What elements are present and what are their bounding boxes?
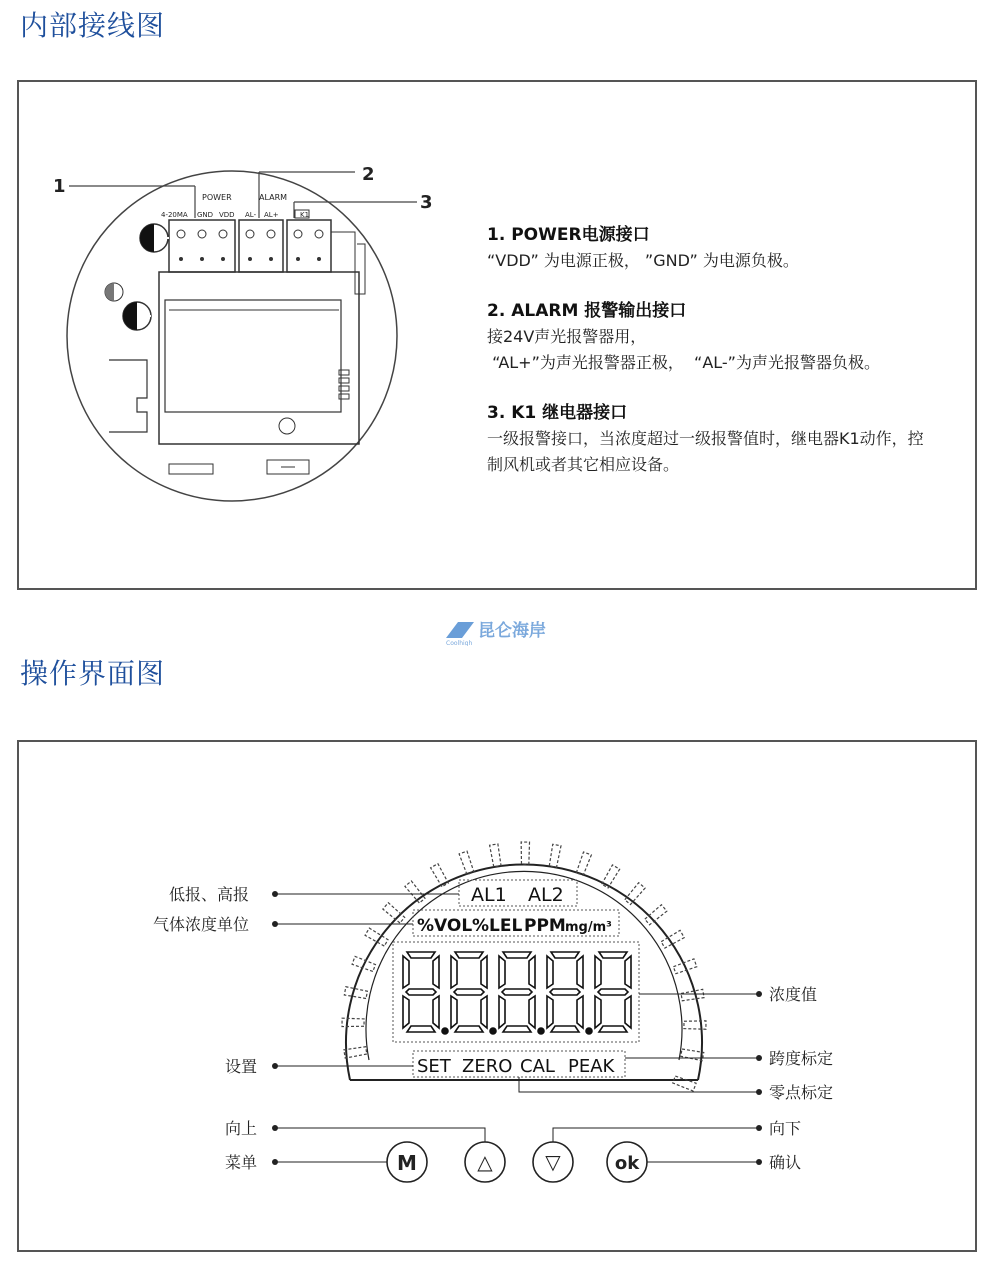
sensor-symbol-bottom <box>123 302 151 330</box>
unit-ppm: PPM <box>524 916 566 936</box>
digit-1 <box>451 952 487 1032</box>
terminal-block-alarm <box>239 220 283 272</box>
callout-3: 3 <box>420 192 433 213</box>
mode-set: SET <box>417 1056 451 1077</box>
sensor-symbol-top <box>140 224 169 252</box>
bezel-segment <box>549 844 561 867</box>
mode-peak: PEAK <box>568 1056 615 1077</box>
label-4-20ma: 4-20MA <box>161 211 188 219</box>
up-arrow-icon: △ <box>477 1150 493 1174</box>
label-gnd: GND <box>197 211 214 219</box>
callout-2: 2 <box>362 164 375 185</box>
bezel-segment <box>342 1018 364 1026</box>
label-menu: 菜单 <box>225 1153 258 1172</box>
bezel-segment <box>344 987 367 999</box>
decimal-point-0 <box>442 1028 448 1034</box>
desc-alarm <box>487 298 987 376</box>
decimal-point-2 <box>538 1028 544 1034</box>
desc-alarm-line-2: “AL+”为声光报警器正极， “AL-”为声光报警器负极。 <box>487 353 880 372</box>
menu-button[interactable] <box>387 1142 427 1182</box>
desc-power <box>487 222 987 274</box>
wiring-diagram-frame <box>17 80 977 590</box>
bezel-segment <box>459 851 474 874</box>
unit-lel: %LEL <box>472 916 523 936</box>
label-al-minus: AL- <box>245 211 257 219</box>
terminal-block-k1 <box>287 220 331 272</box>
desc-k1-title: 3. K1 继电器接口 <box>487 403 628 423</box>
main-board <box>159 272 359 444</box>
bezel-segment <box>405 881 425 903</box>
unit-mgm3: mg/m³ <box>565 920 612 935</box>
desc-power-line: “VDD” 为电源正极， ”GND” 为电源负极。 <box>487 251 799 270</box>
desc-k1 <box>487 400 987 478</box>
ok-button[interactable] <box>607 1142 647 1182</box>
digit-4 <box>595 952 631 1032</box>
label-alarm: ALARM <box>259 193 288 202</box>
down-arrow-icon: ▽ <box>545 1150 561 1174</box>
label-alarm-levels: 低报、高报 <box>169 885 250 904</box>
label-al-plus: AL+ <box>264 211 279 219</box>
indicator-al2: AL2 <box>528 884 564 906</box>
bezel-outer <box>346 864 702 1080</box>
callout-1: 1 <box>53 176 66 197</box>
label-k1: K1 <box>300 211 310 219</box>
brand-logo <box>444 618 564 646</box>
terminal-block-power <box>169 220 235 272</box>
desc-alarm-line-1: 接24V声光报警器用， <box>487 327 647 346</box>
indicator-al1: AL1 <box>471 884 507 906</box>
section-title-wiring: 内部接线图 <box>20 9 166 42</box>
label-down: 向下 <box>769 1119 802 1138</box>
desc-alarm-title: 2. ALARM 报警输出接口 <box>487 301 687 321</box>
svg-text:M: M <box>397 1151 417 1175</box>
concentration-digits <box>403 952 631 1034</box>
down-button[interactable] <box>533 1142 573 1182</box>
desc-k1-line-1: 一级报警接口，当浓度超过一级报警值时，继电器K1动作，控 <box>487 429 924 448</box>
label-gas-unit: 气体浓度单位 <box>153 915 250 934</box>
bezel-segment <box>681 989 704 1000</box>
mode-zero: ZERO <box>462 1056 513 1077</box>
decimal-point-1 <box>490 1028 496 1034</box>
digit-3 <box>547 952 583 1032</box>
bezel-segment-ring <box>342 842 706 1091</box>
logo-text: 昆仑海岸 <box>478 621 546 641</box>
decimal-point-3 <box>586 1028 592 1034</box>
logo-mark-icon <box>446 622 474 638</box>
operation-panel-drawing <box>19 742 975 1250</box>
digit-2 <box>499 952 535 1032</box>
bezel-segment <box>521 842 529 864</box>
svg-text:ok: ok <box>614 1153 640 1174</box>
bezel-segment <box>673 1076 696 1091</box>
label-confirm: 确认 <box>769 1153 802 1172</box>
mode-cal: CAL <box>520 1056 555 1077</box>
label-power: POWER <box>202 193 232 202</box>
bezel-segment <box>684 1021 706 1029</box>
desc-k1-line-2: 制风机或者其它相应设备。 <box>487 455 680 474</box>
label-concentration: 浓度值 <box>769 985 818 1004</box>
bezel-segment <box>576 852 591 875</box>
desc-power-title: 1. POWER电源接口 <box>487 225 650 245</box>
label-vdd: VDD <box>219 211 235 219</box>
bezel-segment <box>625 883 645 905</box>
wiring-descriptions <box>487 222 987 502</box>
panel-diagram-frame <box>17 740 977 1252</box>
section-title-panel: 操作界面图 <box>20 657 166 690</box>
digit-0 <box>403 952 439 1032</box>
bezel-segment <box>490 844 501 867</box>
label-span-cal: 跨度标定 <box>769 1049 834 1068</box>
label-set: 设置 <box>225 1057 258 1076</box>
up-button[interactable] <box>465 1142 505 1182</box>
label-zero-cal: 零点标定 <box>769 1083 834 1102</box>
logo-sub: Coolhigh <box>446 640 473 646</box>
unit-vol: %VOL <box>417 916 473 936</box>
label-up: 向上 <box>225 1119 258 1138</box>
